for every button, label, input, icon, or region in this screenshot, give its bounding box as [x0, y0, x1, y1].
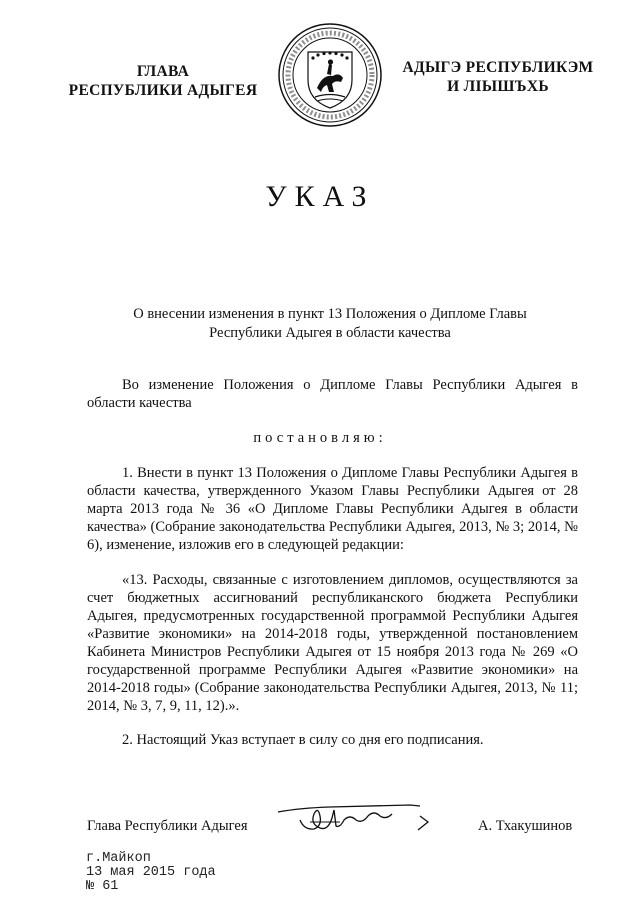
signatory-position: Глава Республики Адыгея [87, 818, 248, 834]
item-2-paragraph: 2. Настоящий Указ вступает в силу со дня его подписания. [122, 732, 484, 748]
footer-date: 13 мая 2015 года [86, 865, 216, 880]
document-title: УКАЗ [265, 180, 375, 213]
header-right [393, 58, 603, 96]
item-13-paragraph: «13. Расходы, связанные с изготовлением дипломов, осуществляются за счет бюджетных ассигнований республиканского бюджета Республики Адыгея, предусмотренных государственной программой Республики Адыгея «Развитие экономики» на 2014-2018 годы, утвержденной постановлением Кабинета Министров Республики Адыгея от 15 ноября 2013 года № 269 «О государственной программе Республики Адыгея «Развитие экономики» на 2014-2018 годы» (Собрание законодательства Республики Адыгея, 2013, № 11; 2014, № 3, 7, 9, 11, 12).». [87, 572, 578, 714]
subject-line2: Республики Адыгея в области качества [209, 325, 451, 341]
header-left-line1: ГЛАВА [136, 63, 190, 80]
coat-of-arms-emblem [277, 22, 383, 128]
header-right-line1: АДЫГЭ РЕСПУБЛИКЭМ [402, 59, 594, 76]
document-footer [86, 852, 216, 894]
footer-city: г.Майкоп [86, 851, 151, 866]
item-1-paragraph: 1. Внести в пункт 13 Положения о Дипломе Главы Республики Адыгея в области качества, утвержденного Указом Главы Республики Адыгея от 28 марта 2013 года № 36 «О Дипломе Главы Республики Адыгея в области качества» (Собрание законодательства Республики Адыгея, 2013, № 3; 2014, № 6), изменение, изложив его в следующей редакции: [87, 465, 578, 553]
document-subject [118, 305, 542, 343]
decree-word: постановляю: [253, 430, 387, 446]
signatory-name: А. Тхакушинов [478, 818, 573, 834]
handwritten-signature [270, 798, 440, 838]
header-left-line2: РЕСПУБЛИКИ АДЫГЕЯ [68, 82, 258, 99]
header-left [52, 62, 274, 100]
intro-paragraph: Во изменение Положения о Дипломе Главы Республики Адыгея в области качества [87, 377, 578, 411]
subject-line1: О внесении изменения в пункт 13 Положения о Дипломе Главы [133, 306, 527, 322]
footer-number: № 61 [86, 879, 119, 894]
header-right-line2: И ЛІЫШЪХЬ [447, 78, 549, 95]
